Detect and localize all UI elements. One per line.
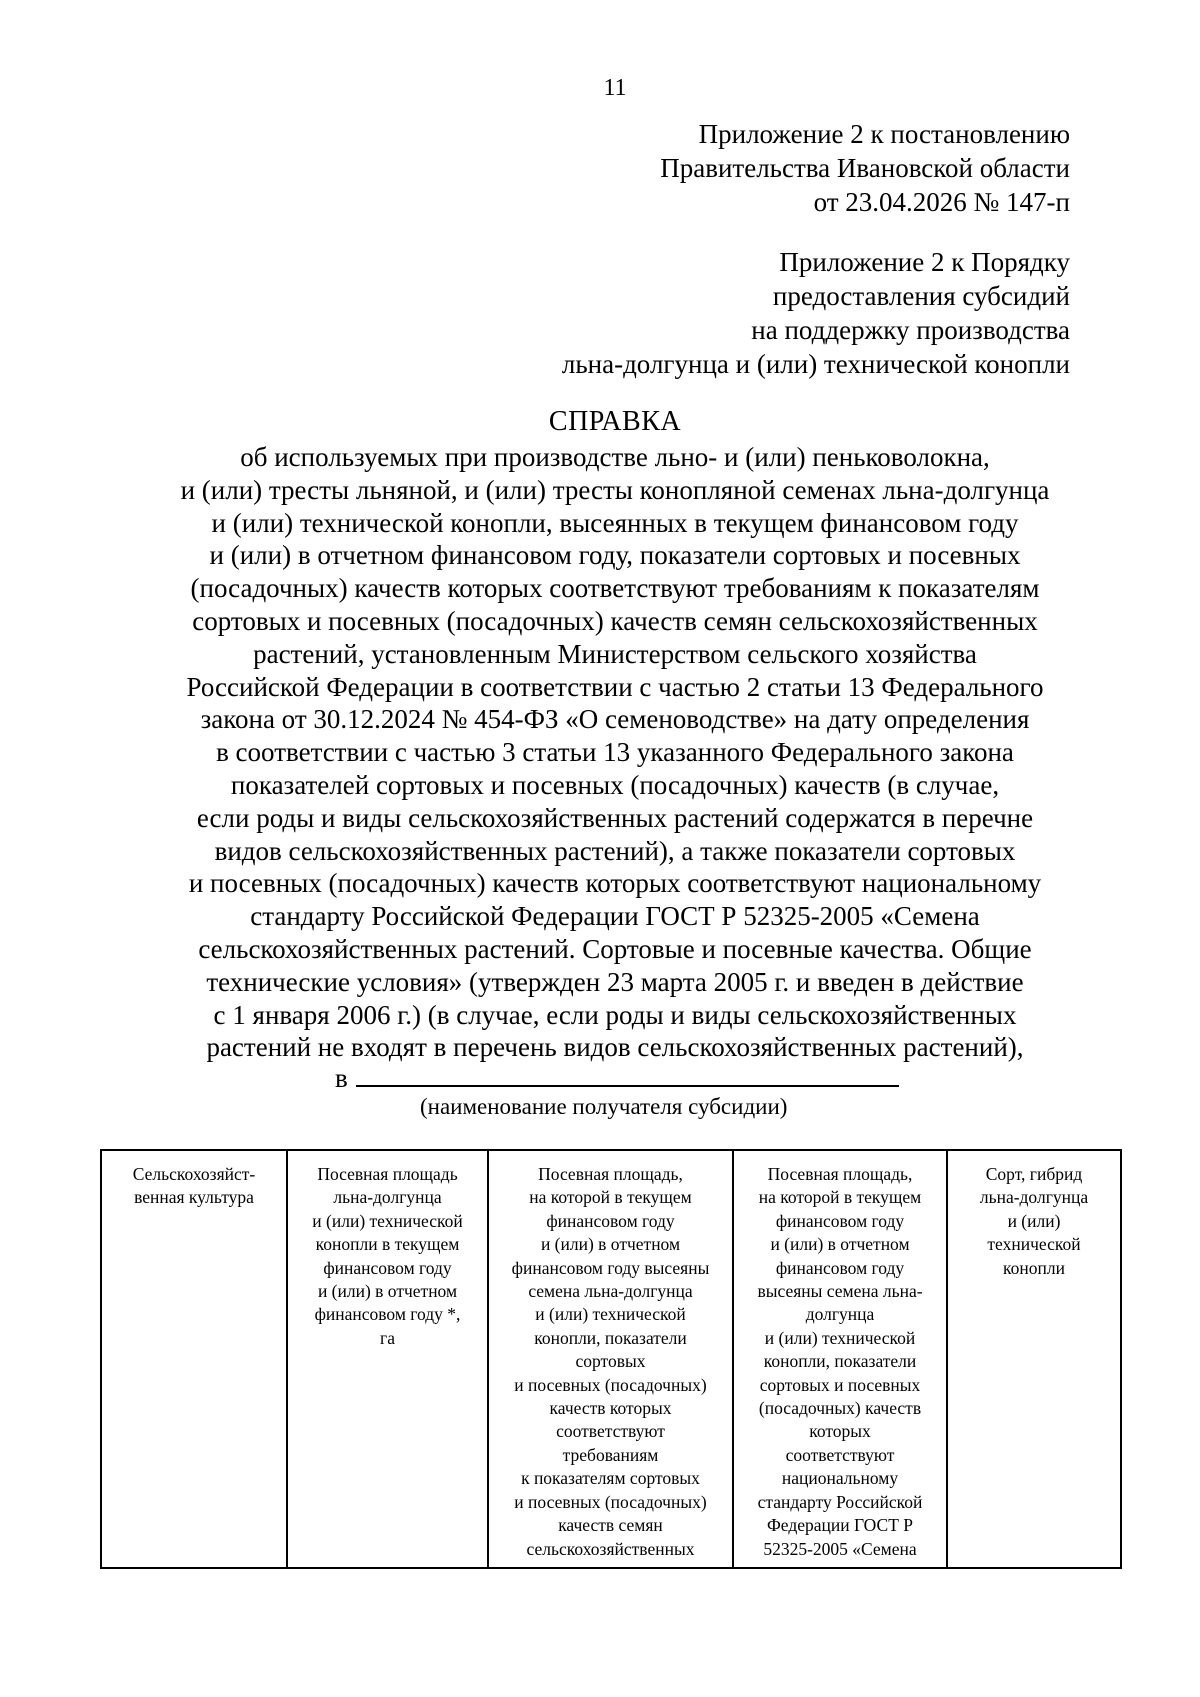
subtitle-line: и (или) в отчетном финансовом году, показатели сортовых и посевных	[209, 540, 1021, 571]
subtitle-line: сельскохозяйственных растений. Сортовые и посевные качества. Общие	[198, 933, 1032, 964]
subtitle-line: с 1 января 2006 г.) (в случае, если роды и виды сельскохозяйственных	[213, 999, 1017, 1030]
header-line: Сорт, гибрид	[985, 1164, 1083, 1184]
table-header-cell-area-requirements	[488, 1150, 733, 1568]
table-header-cell-area-gost	[733, 1150, 947, 1568]
table-header-cell-crop	[101, 1150, 287, 1568]
subtitle-line: сортовых и посевных (посадочных) качеств семян сельскохозяйственных	[192, 605, 1038, 636]
header-line: и (или)	[1007, 1210, 1061, 1231]
appendix-procedure-line: Приложение 2 к Порядку	[779, 247, 1070, 277]
header-line: и (или) в отчетном	[770, 1234, 910, 1255]
subtitle-line: и посевных (посадочных) качеств которых соответствуют национальному	[188, 868, 1042, 899]
subtitle-line: стандарту Российской Федерации ГОСТ Р 52325-2005 «Семена	[250, 901, 980, 932]
header-line: финансовом году *,	[314, 1304, 461, 1325]
header-line: технической	[987, 1234, 1081, 1255]
header-line: требованиям	[562, 1444, 659, 1465]
header-line: и посевных (посадочных)	[514, 1374, 707, 1395]
header-line: финансовом году	[323, 1257, 452, 1278]
table-header-row	[101, 1150, 1121, 1568]
header-line: качеств семян	[558, 1515, 663, 1536]
subtitle-line: (посадочных) качеств которых соответствуют требованиям к показателям	[190, 573, 1040, 604]
header-line: и посевных (посадочных)	[514, 1491, 707, 1512]
header-line: Посевная площадь,	[538, 1164, 683, 1184]
header-line: и (или) технической	[535, 1304, 686, 1325]
appendix-resolution-line: Правительства Ивановской области	[660, 153, 1070, 183]
table-header-cell-variety	[947, 1150, 1121, 1568]
subtitle-line: и (или) тресты льняной, и (или) тресты конопляной семенах льна-долгунца	[180, 474, 1050, 505]
recipient-line	[335, 1061, 899, 1094]
header-line: которых	[809, 1421, 871, 1442]
header-line: стандарту Российской	[757, 1491, 923, 1512]
subtitle-line: в соответствии с частью 3 статьи 13 указанного Федерального закона	[216, 737, 1014, 768]
header-line: на которой в текущем	[529, 1187, 692, 1208]
header-line: венная культура	[134, 1187, 254, 1208]
header-line: конопли	[1003, 1257, 1065, 1278]
appendix-resolution-header	[660, 117, 1070, 219]
header-line: льна-долгунца	[979, 1187, 1089, 1208]
header-line: высеяны семена льна-	[757, 1281, 923, 1302]
appendix-procedure-line: льна-долгунца и (или) технической конопли	[561, 349, 1070, 379]
subtitle-line: Российской Федерации в соответствии с частью 2 статьи 13 Федерального	[186, 671, 1044, 702]
header-line: га	[380, 1327, 395, 1348]
header-line: качеств которых	[549, 1398, 672, 1419]
header-line: и (или) в отчетном	[540, 1234, 681, 1255]
header-line: Посевная площадь,	[767, 1164, 913, 1184]
appendix-resolution-line: от 23.04.2026 № 147-п	[813, 187, 1070, 217]
header-line: финансовом году высеяны	[511, 1257, 710, 1278]
recipient-blank-field[interactable]	[356, 1061, 899, 1087]
header-line: соответствуют	[556, 1421, 665, 1442]
header-line: конопли в текущем	[315, 1234, 460, 1255]
header-line: и (или) технической	[764, 1327, 916, 1348]
subtitle-line: растений не входят в перечень видов сельскохозяйственных растений),	[206, 1032, 1024, 1063]
subtitle-line: технические условия» (утвержден 23 марта 2005 г. и введен в действие	[206, 966, 1024, 997]
header-line: (посадочных) качеств	[758, 1398, 922, 1419]
page-number: 11	[603, 75, 627, 101]
header-line: конопли, показатели	[763, 1351, 917, 1372]
recipient-caption: (наименование получателя субсидии)	[420, 1094, 788, 1119]
subtitle-line: растений, установленным Министерством сельского хозяйства	[253, 638, 977, 669]
header-line: соответствуют	[785, 1444, 895, 1465]
appendix-procedure-line: предоставления субсидий	[772, 281, 1070, 311]
header-line: и (или) в отчетном	[317, 1281, 458, 1302]
header-line: конопли, показатели	[534, 1327, 687, 1348]
header-line: к показателям сортовых	[521, 1468, 700, 1489]
header-line: Сельскохозяйст-	[132, 1164, 256, 1184]
document-subtitle	[0, 441, 1200, 1064]
header-line: сельскохозяйственных	[526, 1538, 695, 1559]
data-table	[100, 1149, 1122, 1569]
table-header-cell-sown-area	[287, 1150, 488, 1568]
header-line: семена льна-долгунца	[528, 1281, 693, 1302]
appendix-resolution-line: Приложение 2 к постановлению	[698, 119, 1070, 149]
subtitle-line: об используемых при производстве льно- и (или) пеньковолокна,	[240, 442, 990, 472]
header-line: финансовом году	[775, 1210, 905, 1231]
subtitle-line: закона от 30.12.2024 № 454-ФЗ «О семеноводстве» на дату определения	[200, 704, 1030, 735]
subtitle-line: видов сельскохозяйственных растений), а также показатели сортовых	[214, 835, 1016, 866]
header-line: 52325-2005 «Семена	[763, 1538, 917, 1559]
header-line: на которой в текущем	[758, 1187, 922, 1208]
recipient-prefix: в	[335, 1063, 348, 1093]
subtitle-line: если роды и виды сельскохозяйственных растений содержатся в перечне	[196, 802, 1034, 833]
header-line: финансовом году	[546, 1210, 675, 1231]
header-line: льна-долгунца	[333, 1187, 442, 1208]
header-line: финансовом году	[775, 1257, 905, 1278]
header-line: сортовых и посевных	[759, 1374, 921, 1395]
appendix-procedure-line: на поддержку производства	[751, 315, 1070, 345]
header-line: национальному	[781, 1468, 899, 1489]
header-line: сортовых	[575, 1351, 646, 1372]
header-line: Федерации ГОСТ Р	[766, 1515, 914, 1536]
subtitle-line: показателей сортовых и посевных (посадочных) качеств (в случае,	[230, 769, 1000, 800]
subtitle-line: и (или) технической конопли, высеянных в текущем финансовом году	[211, 507, 1019, 538]
document-title: СПРАВКА	[548, 406, 682, 437]
header-line: Посевная площадь	[317, 1164, 458, 1184]
appendix-procedure-header	[562, 245, 1070, 381]
header-line: долгунца	[805, 1304, 875, 1325]
header-line: и (или) технической	[312, 1210, 463, 1231]
